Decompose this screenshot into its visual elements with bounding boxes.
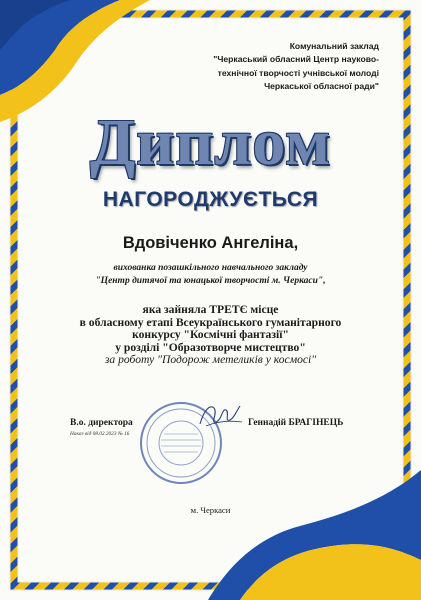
- pupil-description: [0, 262, 421, 288]
- organization-header: [159, 40, 379, 94]
- achievement-line: у розділі "Образотворче мистецтво": [115, 340, 306, 354]
- order-note: Наказ від 08.02.2023 № 16: [70, 431, 130, 437]
- organization-line: технічної творчості учнівської молоді: [217, 67, 379, 78]
- signatory-name: Геннадій БРАГІНЕЦЬ: [248, 418, 344, 428]
- pupil-line: вихованка позашкільного навчального закладу: [113, 263, 308, 273]
- recipient-name: Вдовіченко Ангеліна,: [122, 234, 299, 252]
- artwork-line: за роботу "Подорож метеликів у космосі": [104, 353, 317, 367]
- achievement-line: в обласному етапі Всеукраїнського гуманітарного: [79, 315, 342, 329]
- organization-line: Комунальний заклад: [289, 41, 379, 51]
- achievement-text: [0, 304, 421, 367]
- organization-line: Черкаської обласної ради": [264, 81, 379, 92]
- achievement-line: яка зайняла ТРЕТЄ місце: [142, 303, 279, 316]
- pupil-line: "Центр дитячої та юнацької творчості м. Черкаси",: [95, 276, 326, 286]
- signatory-position: В.о. директора: [70, 418, 133, 428]
- organization-line: "Черкаський обласний Центр науково-: [213, 54, 379, 65]
- handwritten-signature: [196, 398, 244, 432]
- diploma-subtitle: НАГОРОДЖУЄТЬСЯ: [102, 188, 319, 211]
- diploma-title: Диплом: [89, 106, 332, 179]
- achievement-line: конкурсу "Космічні фантазії": [132, 328, 289, 342]
- city-label: м. Черкаси: [190, 505, 231, 515]
